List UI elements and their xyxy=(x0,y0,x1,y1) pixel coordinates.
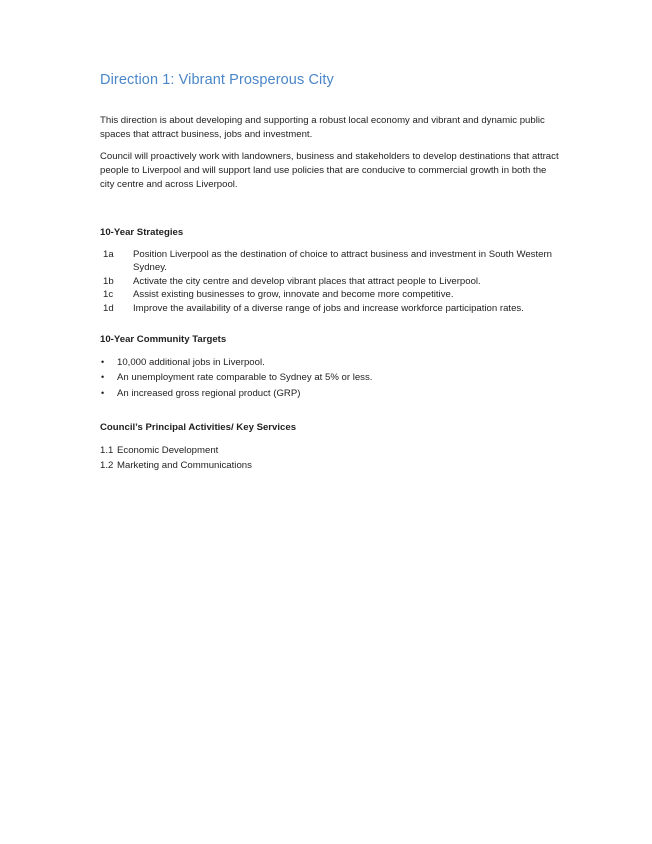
strategies-heading: 10-Year Strategies xyxy=(100,227,184,238)
strategy-code: 1c xyxy=(103,289,114,300)
activity-text: Marketing and Communications xyxy=(117,460,252,471)
strategy-code: 1a xyxy=(103,249,114,260)
target-item xyxy=(100,355,560,371)
strategy-text: Position Liverpool as the destination of choice to attract business and investment in South Western Sydney. xyxy=(133,249,552,273)
strategy-item xyxy=(100,248,560,274)
strategy-text: Improve the availability of a diverse range of jobs and increase workforce participation rates. xyxy=(133,302,524,314)
strategy-item xyxy=(100,288,560,301)
activity-code: 1.2 xyxy=(100,460,114,471)
activity-code: 1.1 xyxy=(100,445,114,456)
intro-paragraph-2: Council will proactively work with landowners, business and stakeholders to develop destinations that attract people to Liverpool and will support land use policies that are conducive to commercial growth in both the city centre and across Liverpool. xyxy=(100,151,559,190)
strategy-item xyxy=(100,302,560,315)
target-text: An unemployment rate comparable to Sydney at 5% or less. xyxy=(117,372,373,383)
bullet-icon: • xyxy=(101,356,105,367)
target-item xyxy=(100,370,560,386)
activity-item xyxy=(100,458,560,473)
strategy-code: 1b xyxy=(103,275,114,287)
intro-paragraph-1: This direction is about developing and supporting a robust local economy and vibrant and dynamic public spaces that attract business, jobs and investment. xyxy=(100,115,545,140)
target-text: 10,000 additional jobs in Liverpool. xyxy=(117,356,265,368)
strategy-text: Assist existing businesses to grow, innovate and become more competitive. xyxy=(133,289,454,300)
page-title: Direction 1: Vibrant Prosperous City xyxy=(100,72,334,88)
document-page xyxy=(100,70,560,473)
target-text: An increased gross regional product (GRP) xyxy=(117,387,301,399)
targets-list xyxy=(100,355,560,402)
strategies-list xyxy=(100,248,560,315)
activity-item xyxy=(100,443,560,458)
strategy-item xyxy=(100,275,560,288)
bullet-icon: • xyxy=(101,372,105,382)
strategy-text: Activate the city centre and develop vibrant places that attract people to Liverpool. xyxy=(133,275,481,287)
activities-heading: Council’s Principal Activities/ Key Services xyxy=(100,422,297,433)
activities-list xyxy=(100,443,560,473)
activity-text: Economic Development xyxy=(117,445,219,456)
targets-heading: 10-Year Community Targets xyxy=(100,333,227,345)
strategy-code: 1d xyxy=(103,302,114,314)
target-item xyxy=(100,386,560,402)
bullet-icon: • xyxy=(101,387,105,398)
